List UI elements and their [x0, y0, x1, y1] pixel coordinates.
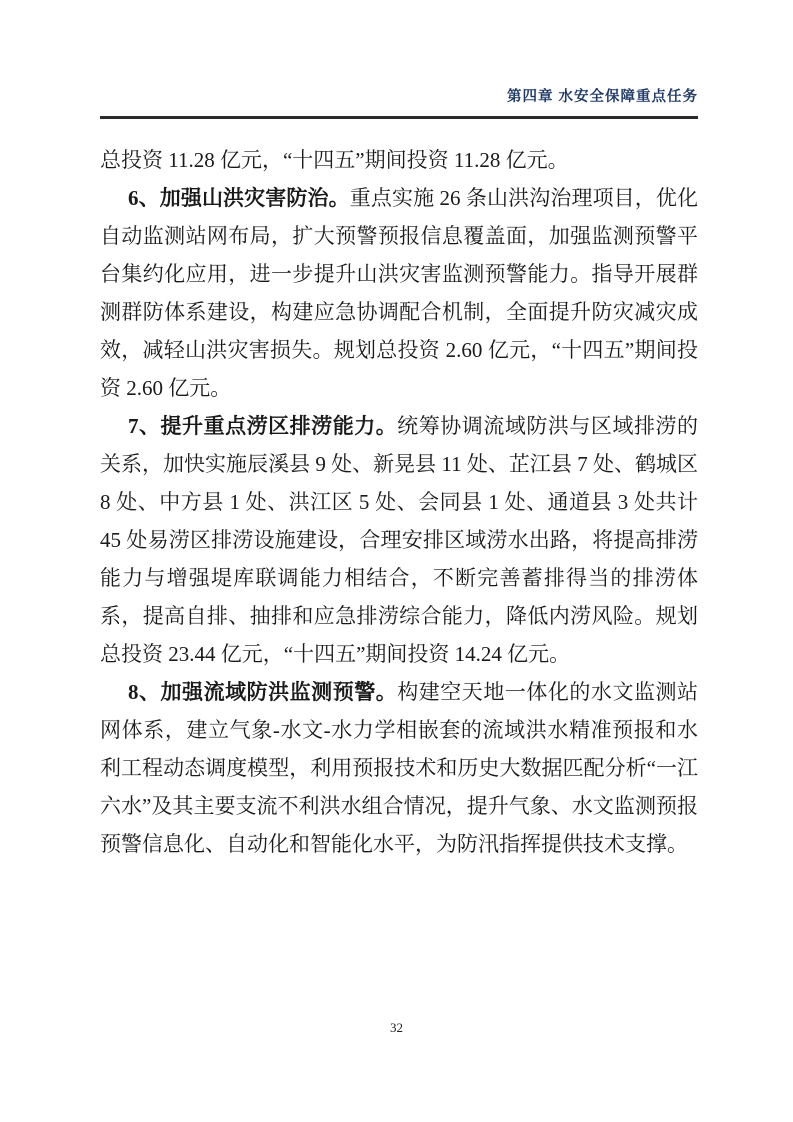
paragraph-item-7: [100, 407, 698, 673]
chapter-header: 第四章 水安全保障重点任务: [506, 89, 698, 105]
paragraph-item-6-text: 重点实施 26 条山洪沟治理项目，优化自动监测站网布局，扩大预警预报信息覆盖面，加强监测预警平台集约化应用，进一步提升山洪灾害监测预警能力。指导开展群测群防体系建设，构建应急协调配合机制，全面提升防灾减灾成效，减轻山洪灾害损失。规划总投资 2.60 亿元，“十四五”期间投资 2.60 亿元。: [100, 186, 699, 400]
paragraph-item-8-text: 构建空天地一体化的水文监测站网体系，建立气象-水文-水力学相嵌套的流域洪水精准预报和水利工程动态调度模型，利用预报技术和历史大数据匹配分析“一江六水”及其主要支流不利洪水组合情况，提升气象、水文监测预报预警信息化、自动化和智能化水平，为防汛指挥提供技术支撑。: [100, 680, 698, 856]
paragraph-item-6-heading: 6、加强山洪灾害防治。: [128, 186, 350, 210]
paragraph-continuation-text: 总投资 11.28 亿元，“十四五”期间投资 11.28 亿元。: [100, 148, 569, 172]
paragraph-item-7-heading: 7、提升重点涝区排涝能力。: [128, 414, 398, 438]
header-rule: [100, 116, 698, 119]
paragraph-continuation: [100, 141, 698, 179]
page-number: 32: [390, 1020, 403, 1035]
paragraph-item-8: [100, 673, 698, 863]
document-body: [100, 141, 698, 863]
paragraph-item-6: [100, 179, 698, 407]
paragraph-item-7-text: 统筹协调流域防洪与区域排涝的关系，加快实施辰溪县 9 处、新晃县 11 处、芷江县 7 处、鹤城区 8 处、中方县 1 处、洪江区 5 处、会同县 1 处、通道县 3 处共计 45 处易涝区排涝设施建设，合理安排区域涝水出路，将提高排涝能力与增强堤库联调能力相结合，不断完善蓄排得当的排涝体系，提高自排、抽排和应急排涝综合能力，降低内涝风险。规划总投资 23.44 亿元，“十四五”期间投资 14.24 亿元。: [100, 414, 698, 666]
paragraph-item-8-heading: 8、加强流域防洪监测预警。: [128, 680, 398, 704]
